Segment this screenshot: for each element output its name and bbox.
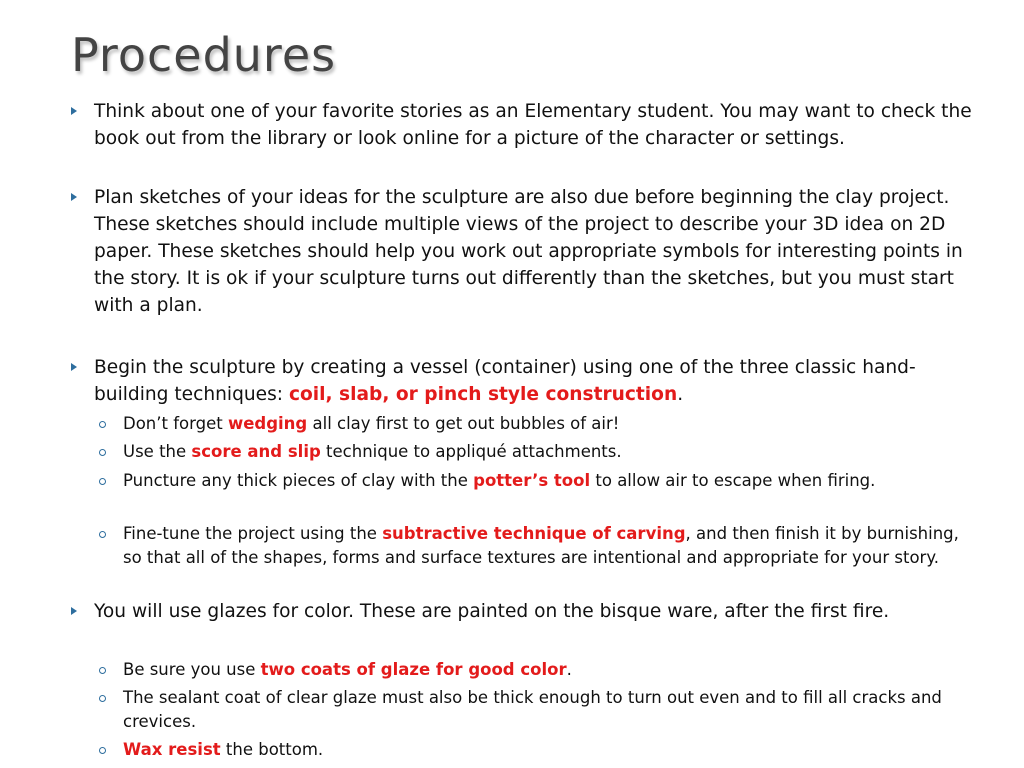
highlight-text: wedging	[227, 414, 308, 433]
circle-bullet-icon	[99, 695, 106, 702]
sub-bullet-text: Fine-tune the project using the	[123, 524, 383, 543]
arrow-bullet-icon	[71, 193, 77, 201]
sub-bullet-text: Be sure you use	[123, 660, 261, 679]
sub-bullet-text: The sealant coat of clear glaze must also be thick enough to turn out even and to fill all cracks and crevices.	[123, 688, 942, 731]
sub-bullet-text: Use the	[123, 442, 192, 461]
circle-bullet-icon	[99, 531, 106, 538]
arrow-bullet-icon	[71, 363, 77, 371]
sub-bullet-potters-tool	[123, 469, 963, 493]
arrow-bullet-icon	[71, 607, 77, 615]
circle-bullet-icon	[99, 421, 106, 428]
circle-bullet-icon	[99, 478, 106, 485]
circle-bullet-icon	[99, 667, 106, 674]
highlight-text: Wax resist	[123, 740, 221, 759]
highlight-text: subtractive technique of carving	[382, 524, 686, 543]
sub-bullet-text: .	[566, 660, 572, 679]
bullet-sketches	[94, 184, 974, 319]
sub-bullet-wedging	[123, 412, 963, 436]
arrow-bullet-icon	[71, 107, 77, 115]
highlight-text: two coats of glaze for good color	[260, 660, 567, 679]
sub-bullet-score-slip	[123, 440, 963, 464]
sub-bullet-text: Don’t forget	[123, 414, 228, 433]
circle-bullet-icon	[99, 747, 106, 754]
highlight-text: score and slip	[191, 442, 321, 461]
bullet-sculpture	[94, 354, 974, 408]
sub-bullet-text: technique to appliqué attachments.	[320, 442, 622, 461]
sub-bullet-text: the bottom.	[220, 740, 324, 759]
sub-bullet-two-coats	[123, 658, 963, 682]
sub-bullet-text: , and then finish it by burnishing, so that all of the shapes, forms and surface textures are intentional and appropriate for your story.	[123, 524, 959, 567]
sub-bullet-sealant	[123, 686, 963, 734]
slide-title: Procedures	[71, 28, 337, 82]
sub-bullet-text: all clay first to get out bubbles of air!	[307, 414, 620, 433]
highlight-text: potter’s tool	[473, 471, 591, 490]
bullet-text: You will use glazes for color. These are painted on the bisque ware, after the first fire.	[94, 601, 890, 622]
bullet-text: Plan sketches of your ideas for the sculpture are also due before beginning the clay project. These sketches should include multiple views of the project to describe your 3D idea on 2D paper. These sketches should help you work out appropriate symbols for interesting points in the story. It is ok if your sculpture turns out differently than the sketches, but you must start with a plan.	[94, 187, 963, 316]
sub-bullet-text: Puncture any thick pieces of clay with the	[123, 471, 474, 490]
sub-bullet-carving	[123, 522, 963, 570]
bullet-glazes	[94, 598, 974, 625]
bullet-text: Think about one of your favorite stories as an Elementary student. You may want to check the book out from the library or look online for a picture of the character or settings.	[94, 101, 972, 149]
sub-bullet-text: to allow air to escape when firing.	[590, 471, 876, 490]
highlight-text: coil, slab, or pinch style construction	[288, 384, 678, 405]
bullet-text: .	[677, 384, 684, 405]
circle-bullet-icon	[99, 449, 106, 456]
sub-bullet-wax-resist	[123, 738, 963, 762]
bullet-text: Begin the sculpture by creating a vessel (container) using one of the three classic hand-building techniques:	[94, 357, 916, 405]
bullet-story	[94, 98, 974, 152]
